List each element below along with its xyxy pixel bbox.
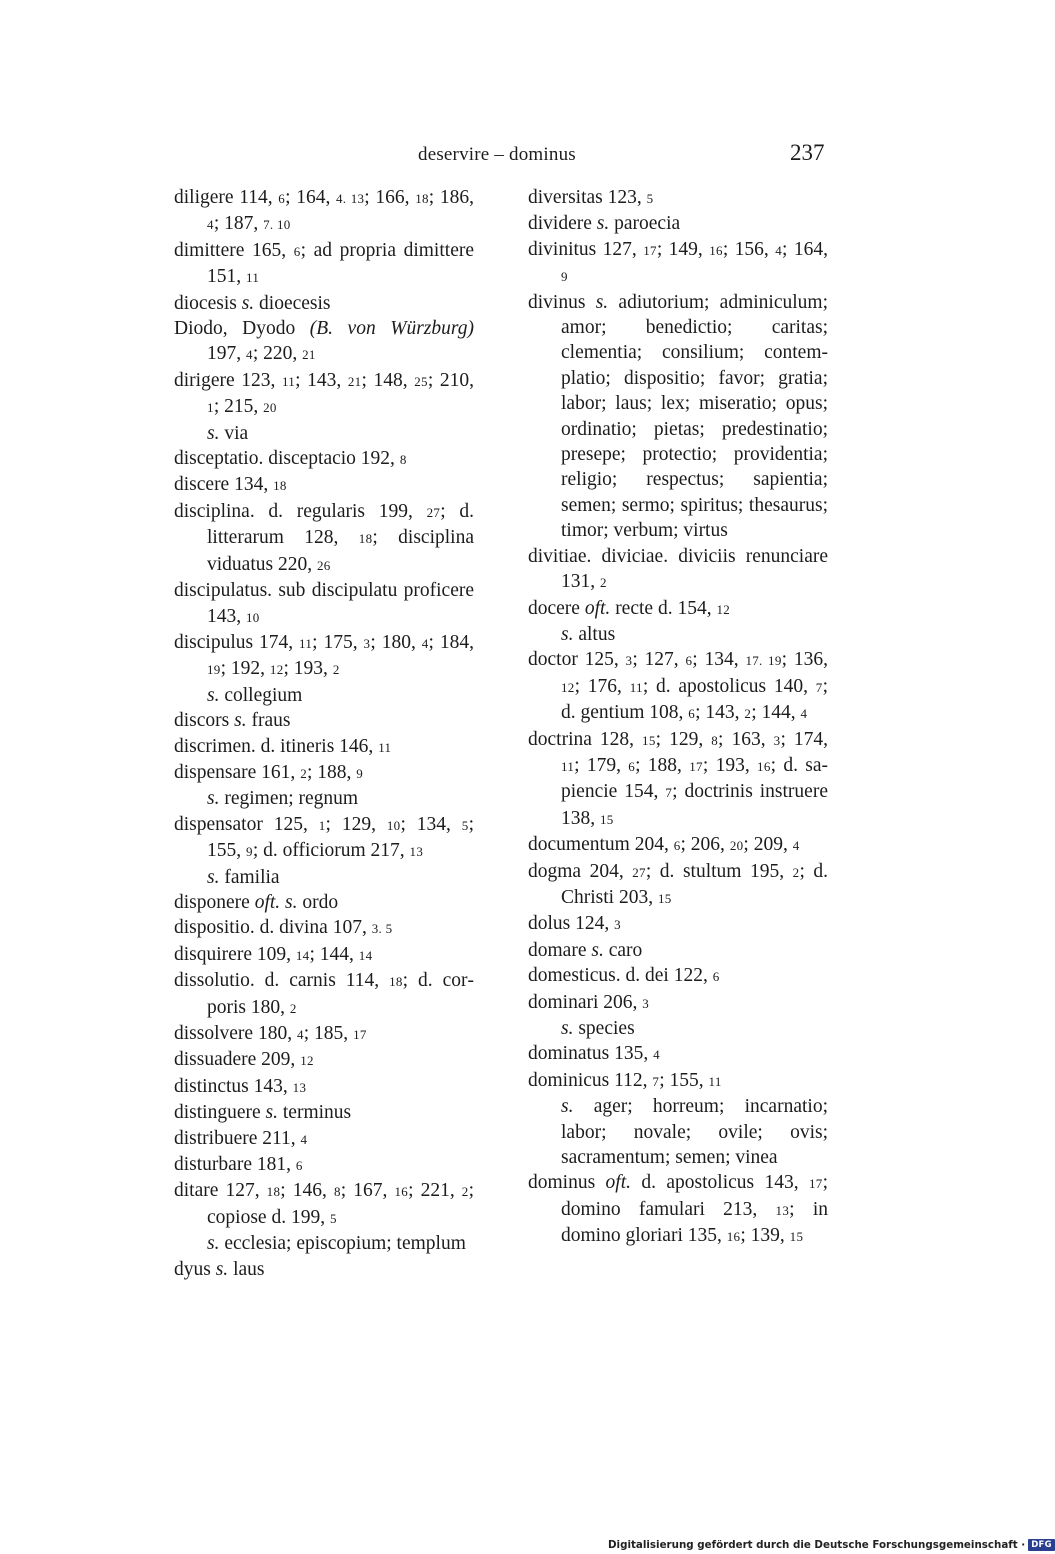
line-reference: 15 bbox=[600, 811, 614, 827]
entry-text: ; 221, bbox=[408, 1180, 462, 1202]
line-reference: 7 bbox=[815, 679, 823, 695]
entry-text: disciplina. d. regularis 199, bbox=[174, 500, 427, 522]
index-entry bbox=[174, 578, 474, 630]
line-reference: 5 bbox=[461, 817, 469, 833]
line-reference: 12 bbox=[561, 679, 575, 695]
italic-note: s. bbox=[215, 1258, 229, 1280]
entry-text: ; 185, bbox=[303, 1023, 354, 1044]
running-title: deservire – dominus bbox=[418, 144, 576, 165]
index-entry bbox=[174, 942, 474, 968]
entry-text: ; 193, bbox=[283, 658, 333, 680]
line-reference: 12 bbox=[300, 1053, 314, 1069]
line-reference: 2 bbox=[461, 1184, 469, 1200]
entry-text: dispensator 125, bbox=[174, 813, 319, 835]
line-reference: 15 bbox=[642, 732, 656, 748]
entry-text: ; 220, bbox=[252, 343, 303, 365]
entry-text: ; in domino gloriari 135, bbox=[561, 1198, 828, 1247]
entry-text: domare bbox=[528, 939, 592, 961]
line-reference: 3. 5 bbox=[371, 921, 393, 937]
entry-text: ; domino famulari 213, bbox=[561, 1172, 828, 1220]
index-entry bbox=[174, 915, 474, 941]
line-reference: 5 bbox=[329, 1210, 337, 1226]
entry-text: ; copiose d. 199, bbox=[207, 1180, 474, 1228]
line-reference: 9 bbox=[246, 844, 253, 860]
line-reference: 4 bbox=[300, 1131, 308, 1147]
line-reference: 2 bbox=[792, 864, 800, 880]
line-reference: 7 bbox=[665, 785, 673, 801]
italic-note: s. bbox=[561, 1018, 574, 1039]
dfg-logo: DFG bbox=[1028, 1539, 1055, 1551]
italic-note: s. bbox=[207, 866, 220, 888]
line-reference: 2 bbox=[332, 662, 340, 678]
entry-text: paroecia bbox=[609, 213, 681, 235]
entry-text: adiutorium; adminiculum; amor; benedictio; caritas; clementia; consilium; contemplatio; dispositio; favor; gratia; labor; laus; lex; miseratio; opus; ordinatio; pietas; predestinatio; presepe; protectio; providentia; religio; respectus; sapientia; semen; sermo; spiritus; thesaurus; timor; verbum; virtus bbox=[561, 291, 828, 542]
italic-note: s. bbox=[207, 684, 220, 706]
entry-text: domesticus. d. dei 122, bbox=[528, 965, 713, 987]
entry-text: discors bbox=[174, 710, 235, 732]
entry-text: dissolutio. d. carnis 114, bbox=[174, 970, 390, 992]
line-reference: 26 bbox=[316, 557, 331, 573]
line-reference: 12 bbox=[716, 601, 731, 617]
entry-text: ; 176, bbox=[574, 675, 630, 697]
entry-text: ; 127, bbox=[632, 649, 686, 671]
index-entry bbox=[174, 238, 474, 291]
line-reference: 12 bbox=[269, 662, 284, 678]
line-reference: 3 bbox=[614, 917, 621, 933]
entry-text: ; 164, bbox=[782, 238, 829, 260]
line-reference: 10 bbox=[246, 609, 260, 625]
line-reference: 6 bbox=[295, 1158, 303, 1174]
entry-text: ordo bbox=[297, 891, 339, 913]
entry-text: dominicus 112, bbox=[528, 1069, 653, 1091]
entry-text: ; 186, bbox=[428, 187, 475, 208]
entry-text: ; 174, bbox=[780, 728, 828, 750]
index-entry bbox=[174, 812, 474, 890]
line-reference: 6 bbox=[673, 838, 681, 854]
entry-text: Diodo, Dyodo bbox=[174, 318, 310, 340]
index-entry bbox=[528, 832, 828, 858]
entry-text: diligere 114, bbox=[174, 187, 279, 208]
entry-text: regimen; regnum bbox=[219, 788, 359, 810]
line-reference: 11 bbox=[246, 270, 260, 286]
line-reference: 11 bbox=[299, 635, 313, 651]
entry-text: ; d. officiorum 217, bbox=[252, 840, 410, 862]
entry-text: divitiae. diviciae. diviciis renunciare 131, bbox=[528, 545, 828, 593]
line-reference: 4 bbox=[653, 1047, 660, 1063]
entry-text: doctrina 128, bbox=[528, 728, 643, 750]
entry-text: ecclesia; episcopium; templum bbox=[219, 1233, 466, 1255]
entry-text: ; 206, bbox=[680, 834, 730, 856]
index-entry bbox=[528, 859, 828, 912]
line-reference: 13 bbox=[292, 1079, 307, 1095]
index-entry bbox=[174, 1100, 474, 1125]
entry-text: diocesis bbox=[174, 292, 242, 314]
running-head bbox=[0, 140, 1000, 170]
index-entry bbox=[528, 211, 828, 236]
line-reference: 4 bbox=[792, 838, 800, 854]
index-entry bbox=[174, 368, 474, 446]
entry-text: discipulus 174, bbox=[174, 631, 300, 653]
entry-text: laus bbox=[228, 1258, 265, 1280]
line-reference: 17 bbox=[643, 242, 657, 258]
entry-text: fraus bbox=[246, 710, 291, 732]
line-reference: 5 bbox=[646, 191, 654, 206]
line-reference: 21 bbox=[302, 347, 316, 363]
italic-note: s. bbox=[241, 292, 255, 314]
index-entry bbox=[528, 237, 828, 290]
index-entry bbox=[528, 1068, 828, 1171]
entry-text: collegium bbox=[219, 684, 303, 706]
line-reference: 2 bbox=[600, 575, 607, 591]
entry-text: docere bbox=[528, 597, 585, 619]
funding-note: Digitalisierung gefördert durch die Deutsche Forschungsgemeinschaft · bbox=[608, 1539, 1026, 1551]
line-reference: 6 bbox=[712, 969, 720, 985]
entry-text: ; 148, bbox=[361, 369, 415, 391]
entry-text: dividere bbox=[528, 213, 597, 235]
line-reference: 17 bbox=[689, 758, 703, 774]
line-reference: 16 bbox=[726, 1229, 741, 1245]
entry-text: ; 136, bbox=[781, 649, 828, 671]
page-number: 237 bbox=[790, 140, 825, 165]
line-reference: 17 bbox=[353, 1027, 367, 1042]
italic-note: s. bbox=[207, 422, 220, 444]
index-entry bbox=[528, 911, 828, 937]
line-reference: 14 bbox=[358, 947, 373, 963]
entry-text: ; 187, bbox=[213, 213, 264, 235]
index-entry bbox=[174, 472, 474, 498]
index-entry bbox=[528, 544, 828, 596]
index-entry bbox=[528, 990, 828, 1042]
entry-text: dispositio. d. divina 107, bbox=[174, 917, 372, 939]
entry-text: distinguere bbox=[174, 1102, 266, 1124]
entry-text: dimittere 165, bbox=[174, 239, 294, 261]
line-reference: 25 bbox=[414, 373, 428, 389]
index-entry bbox=[528, 1170, 828, 1249]
line-reference: 27 bbox=[632, 864, 646, 880]
entry-text: ; 184, bbox=[428, 631, 475, 653]
entry-text: recte d. 154, bbox=[610, 597, 717, 619]
entry-text: ; 129, bbox=[325, 813, 387, 835]
entry-text: disquirere 109, bbox=[174, 943, 296, 965]
italic-note: s. bbox=[561, 1096, 574, 1118]
index-entry bbox=[528, 647, 828, 726]
line-reference: 3 bbox=[625, 653, 633, 669]
line-reference: 7 bbox=[652, 1073, 660, 1089]
entry-text: dispensare 161, bbox=[174, 761, 301, 783]
index-column-right bbox=[528, 185, 828, 1250]
line-reference: 11 bbox=[561, 758, 575, 774]
line-reference: 10 bbox=[386, 817, 401, 833]
line-reference: 6 bbox=[628, 758, 636, 774]
italic-note: oft. s. bbox=[254, 891, 298, 913]
line-reference: 21 bbox=[347, 373, 362, 389]
italic-note: oft. bbox=[605, 1172, 632, 1194]
entry-text: altus bbox=[573, 623, 616, 645]
line-reference: 2 bbox=[289, 1000, 297, 1016]
entry-text: species bbox=[573, 1018, 635, 1039]
entry-text: ; 167, bbox=[340, 1180, 395, 1202]
entry-text: 197, bbox=[207, 343, 246, 365]
line-reference: 18 bbox=[266, 1184, 281, 1200]
entry-text: ; 163, bbox=[718, 728, 774, 750]
entry-text: ; d. corporis 180, bbox=[207, 970, 474, 1018]
index-entry bbox=[174, 1126, 474, 1152]
entry-text: ; 209, bbox=[743, 834, 793, 856]
entry-text: ; 144, bbox=[309, 943, 359, 965]
entry-text: distribuere 211, bbox=[174, 1127, 301, 1149]
line-reference: 16 bbox=[394, 1184, 409, 1200]
line-reference: 6 bbox=[688, 706, 696, 722]
entry-text: ; doctrinis instruere 138, bbox=[561, 781, 828, 829]
entry-text: ; 139, bbox=[740, 1225, 790, 1247]
line-reference: 3 bbox=[363, 635, 371, 651]
line-reference: 16 bbox=[757, 758, 771, 774]
entry-text: ; 193, bbox=[702, 754, 758, 776]
italic-note: (B. von Würzburg) bbox=[309, 318, 474, 340]
entry-text: dominatus 135, bbox=[528, 1043, 654, 1065]
entry-text: dyus bbox=[174, 1258, 216, 1280]
index-entry bbox=[174, 1047, 474, 1073]
entry-text: familia bbox=[219, 866, 280, 888]
entry-text: ; 155, bbox=[659, 1069, 709, 1091]
line-reference: 8 bbox=[399, 452, 407, 468]
entry-text: ; 146, bbox=[280, 1180, 334, 1202]
entry-text: ; d. litterarum 128, bbox=[207, 500, 474, 549]
line-reference: 6 bbox=[293, 243, 301, 259]
entry-text: ; 175, bbox=[312, 631, 364, 653]
line-reference: 4 bbox=[800, 706, 808, 722]
entry-text: divinitus 127, bbox=[528, 238, 644, 260]
index-entry bbox=[174, 1021, 474, 1047]
entry-text: distinctus 143, bbox=[174, 1075, 293, 1097]
entry-text: doctor 125, bbox=[528, 649, 626, 671]
entry-text: discrimen. d. itineris 146, bbox=[174, 735, 379, 757]
line-reference: 14 bbox=[295, 947, 310, 963]
entry-text: disceptatio. disceptacio 192, bbox=[174, 448, 400, 470]
index-entry bbox=[528, 963, 828, 989]
funding-footer bbox=[608, 1538, 1052, 1552]
entry-text: dolus 124, bbox=[528, 913, 615, 935]
entry-text: dissuadere 209, bbox=[174, 1049, 301, 1071]
entry-text: dirigere 123, bbox=[174, 369, 282, 391]
line-reference: 16 bbox=[709, 242, 723, 258]
line-reference: 18 bbox=[358, 531, 373, 547]
index-entry bbox=[174, 760, 474, 812]
entry-text: ; disciplina viduatus 220, bbox=[207, 527, 474, 575]
line-reference: 4 bbox=[246, 347, 253, 363]
line-reference: 3 bbox=[773, 732, 781, 748]
entry-text: diversitas 123, bbox=[528, 187, 647, 208]
line-reference: 17 bbox=[808, 1176, 823, 1192]
line-reference: 8 bbox=[333, 1184, 341, 1200]
index-entry bbox=[528, 727, 828, 833]
index-entry bbox=[528, 185, 828, 211]
entry-text: d. apostolicus 143, bbox=[631, 1172, 809, 1194]
entry-text: ; 134, bbox=[400, 813, 462, 835]
entry-text: discipulatus. sub discipulatu proficere 143, bbox=[174, 580, 474, 627]
line-reference: 2 bbox=[300, 765, 307, 781]
index-entry bbox=[528, 596, 828, 648]
entry-text: ; d. Christi 203, bbox=[561, 860, 829, 908]
entry-text: via bbox=[219, 422, 249, 444]
entry-text: ; 134, bbox=[692, 649, 746, 671]
index-entry bbox=[174, 446, 474, 472]
entry-text: disturbare 181, bbox=[174, 1154, 296, 1176]
index-entry bbox=[174, 185, 474, 238]
line-reference: 2 bbox=[744, 706, 752, 722]
line-reference: 20 bbox=[729, 838, 744, 854]
index-entry bbox=[174, 890, 474, 915]
entry-text: ager; horreum; incarnatio; labor; novale; ovile; ovis; sacramentum; semen; vinea bbox=[561, 1096, 828, 1169]
index-entry bbox=[174, 734, 474, 760]
line-reference: 4 bbox=[207, 217, 214, 233]
entry-text: ; d. stultum 195, bbox=[645, 860, 793, 882]
entry-text: ; ad propria dimittere 151, bbox=[207, 239, 474, 288]
line-reference: 6 bbox=[685, 653, 693, 669]
line-reference: 11 bbox=[281, 373, 296, 389]
index-entry bbox=[174, 1257, 474, 1282]
line-reference: 20 bbox=[263, 400, 277, 416]
entry-text: discere 134, bbox=[174, 474, 274, 496]
entry-text: ; 188, bbox=[635, 754, 690, 776]
line-reference: 4 bbox=[775, 242, 783, 258]
line-reference: 3 bbox=[642, 995, 650, 1011]
italic-note: s. bbox=[591, 939, 604, 961]
entry-text: dominari 206, bbox=[528, 991, 643, 1013]
italic-note: s. bbox=[207, 788, 220, 810]
line-reference: 9 bbox=[561, 269, 568, 285]
index-entry bbox=[528, 938, 828, 963]
entry-text: ; 149, bbox=[656, 238, 710, 260]
entry-text: ; 180, bbox=[370, 631, 422, 653]
entry-text: ; d. gentium 108, bbox=[561, 675, 828, 724]
line-reference: 9 bbox=[356, 765, 364, 781]
line-reference: 6 bbox=[278, 191, 286, 206]
italic-note: s. bbox=[595, 291, 609, 313]
entry-text: ; 164, bbox=[285, 187, 336, 208]
line-reference: 8 bbox=[711, 732, 719, 748]
entry-text: ; 143, bbox=[295, 369, 348, 391]
index-entry bbox=[174, 630, 474, 708]
entry-text: divinus bbox=[528, 291, 596, 313]
italic-note: s. bbox=[596, 213, 610, 235]
entry-text: ; 210, bbox=[427, 369, 475, 391]
line-reference: 11 bbox=[708, 1073, 722, 1089]
line-reference: 4. 13 bbox=[336, 191, 365, 206]
line-reference: 4 bbox=[296, 1027, 304, 1042]
entry-text: ; 192, bbox=[220, 658, 270, 680]
entry-text: ; 155, bbox=[207, 813, 474, 862]
entry-text: dominus bbox=[528, 1172, 606, 1194]
entry-text: ; d. apostolicus 140, bbox=[642, 675, 816, 697]
entry-text: ; 215, bbox=[213, 396, 264, 418]
entry-text: ; d. sapiencie 154, bbox=[561, 754, 829, 803]
entry-text: disponere bbox=[174, 891, 255, 913]
line-reference: 11 bbox=[629, 679, 643, 695]
line-reference: 18 bbox=[273, 478, 287, 494]
index-entry bbox=[174, 499, 474, 578]
line-reference: 11 bbox=[378, 739, 392, 755]
index-entry bbox=[174, 1152, 474, 1178]
index-entry bbox=[174, 1178, 474, 1256]
line-reference: 1 bbox=[207, 400, 214, 416]
line-reference: 15 bbox=[789, 1229, 804, 1245]
line-reference: 27 bbox=[426, 504, 441, 520]
line-reference: 17. 19 bbox=[745, 653, 782, 669]
index-entry bbox=[174, 316, 474, 368]
italic-note: s. bbox=[207, 1233, 220, 1255]
index-entry bbox=[174, 291, 474, 316]
entry-text: ; 143, bbox=[695, 702, 745, 724]
line-reference: 18 bbox=[389, 974, 403, 990]
line-reference: 1 bbox=[318, 817, 326, 833]
index-entry bbox=[174, 968, 474, 1021]
entry-text: caro bbox=[603, 939, 643, 961]
entry-text: ; 166, bbox=[364, 187, 416, 208]
line-reference: 13 bbox=[409, 844, 424, 860]
line-reference: 7. 10 bbox=[263, 217, 291, 233]
index-column-left bbox=[174, 185, 474, 1282]
line-reference: 4 bbox=[421, 635, 429, 651]
entry-text: terminus bbox=[278, 1102, 352, 1124]
entry-text: ditare 127, bbox=[174, 1180, 267, 1202]
index-entry bbox=[528, 1041, 828, 1067]
entry-text: documentum 204, bbox=[528, 834, 674, 856]
line-reference: 13 bbox=[775, 1202, 790, 1218]
entry-text: dogma 204, bbox=[528, 860, 633, 882]
italic-note: s. bbox=[265, 1102, 278, 1124]
italic-note: oft. bbox=[584, 597, 611, 619]
index-entry bbox=[174, 1074, 474, 1100]
line-reference: 18 bbox=[415, 191, 429, 206]
entry-text: ; 179, bbox=[574, 754, 629, 776]
italic-note: s. bbox=[234, 710, 247, 732]
entry-text: ; 156, bbox=[722, 238, 776, 260]
index-entry bbox=[174, 708, 474, 733]
entry-text: dissolvere 180, bbox=[174, 1023, 297, 1044]
entry-text: ; 144, bbox=[751, 702, 801, 724]
entry-text: ; 129, bbox=[655, 728, 712, 750]
index-entry bbox=[528, 290, 828, 544]
entry-text: dioecesis bbox=[254, 292, 331, 314]
line-reference: 15 bbox=[657, 890, 672, 906]
line-reference: 19 bbox=[207, 662, 221, 678]
italic-note: s. bbox=[561, 623, 574, 645]
entry-text: ; 188, bbox=[307, 761, 357, 783]
